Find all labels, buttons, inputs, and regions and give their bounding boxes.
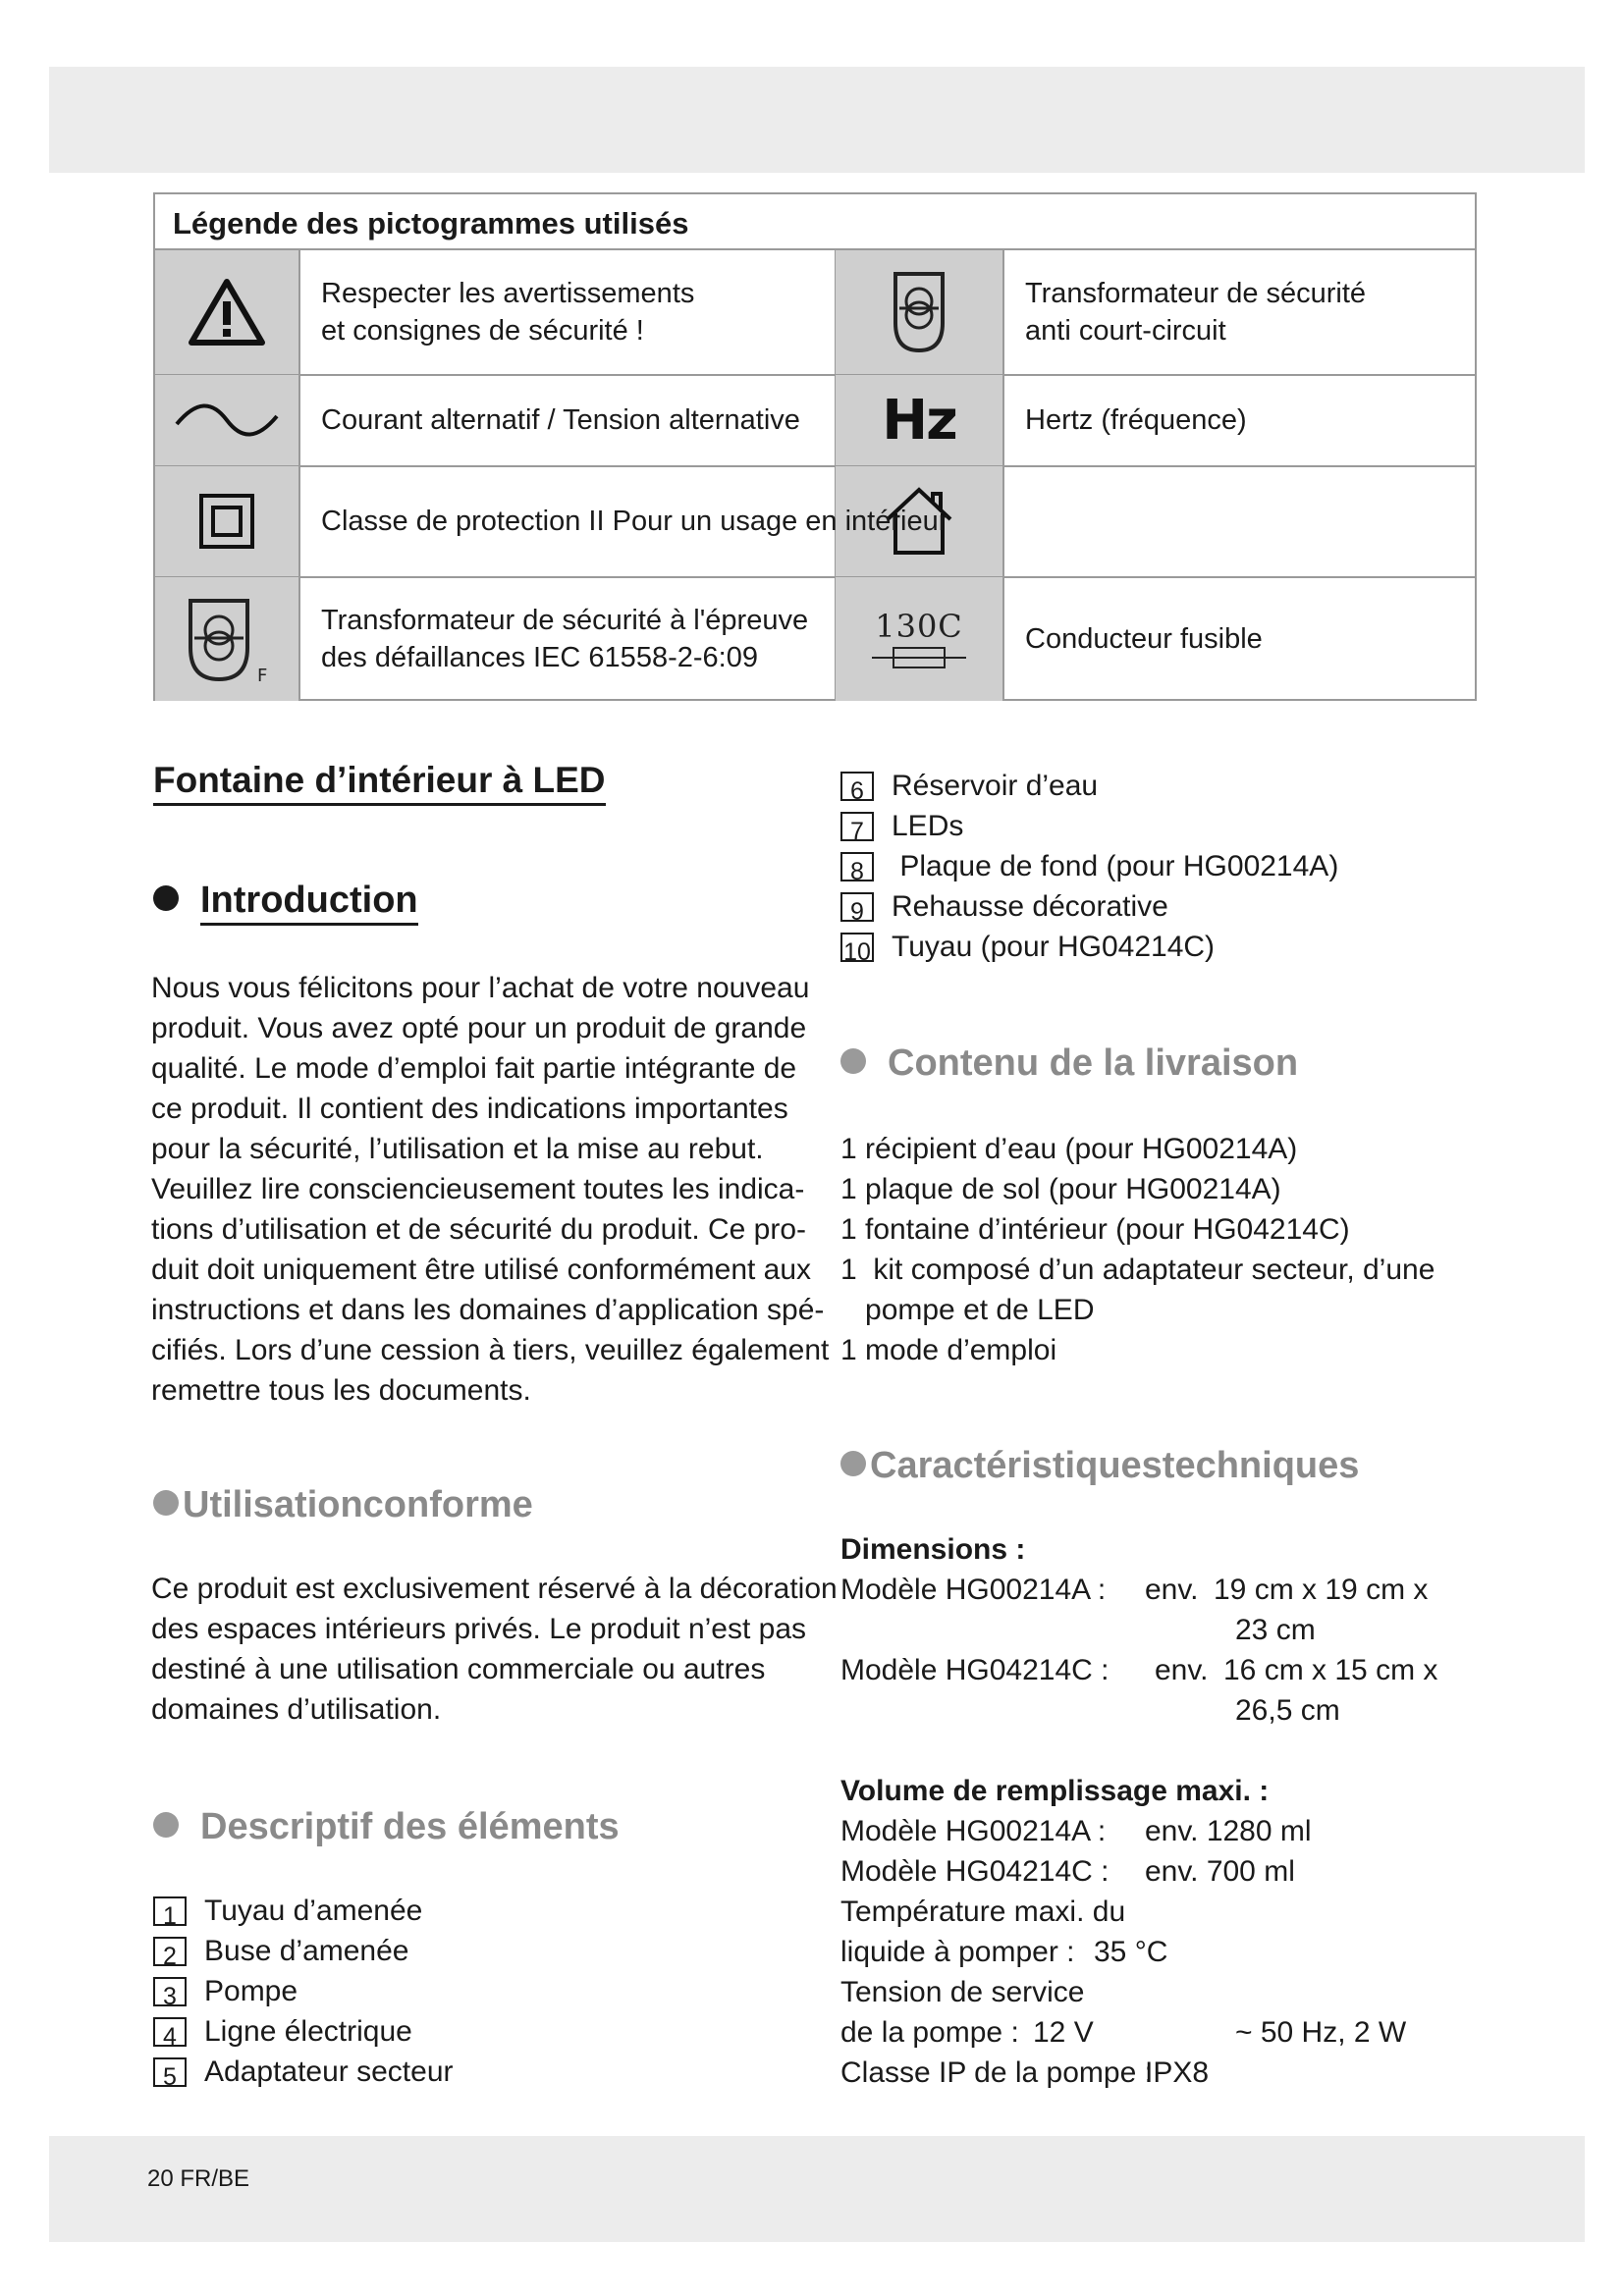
- spec-model: Modèle HG04214C :: [840, 1855, 1110, 1888]
- legend-text-ac: Courant alternatif / Tension alternative: [321, 404, 800, 436]
- descriptif-heading: Descriptif des éléments: [153, 1806, 620, 1848]
- spec-value: 16 cm x 15 cm x: [1223, 1654, 1438, 1686]
- spec-value: 26,5 cm: [1235, 1694, 1340, 1727]
- list-item: 6 Réservoir d’eau: [840, 766, 1338, 806]
- spec-label: Température maxi. du: [840, 1896, 1126, 1928]
- legend-text-protection-class: Classe de protection II Pour un usage en intérieur: [321, 506, 948, 537]
- dimensions-label: Dimensions :: [840, 1533, 1026, 1566]
- spec-value: 35 °C: [1094, 1936, 1168, 1968]
- page-title: Fontaine d’intérieur à LED: [153, 760, 606, 806]
- alternating-current-icon: [155, 375, 298, 465]
- spec-env: env.: [1155, 1654, 1209, 1686]
- spec-model: Modèle HG04214C :: [840, 1654, 1110, 1686]
- fail-safe-transformer-icon: [155, 577, 298, 701]
- list-item: 4 Ligne électrique: [153, 2011, 454, 2052]
- legend-text-short-circuit: Transformateur de sécurité anti court-circuit: [1025, 278, 1367, 347]
- utilisation-text: Ce produit est exclusivement réservé à la décoration des espaces intérieurs privés. Le produit n’est pas destiné à une utilisation commerciale ou autres domaines d’utilisation.: [151, 1573, 838, 1726]
- svg-text:F: F: [257, 666, 268, 685]
- legend-empty-cell: [1003, 466, 1477, 576]
- parts-list-left: [153, 1891, 454, 2092]
- list-item: 3 Pompe: [153, 1971, 454, 2011]
- header-band: [49, 67, 1585, 173]
- pictogram-legend-table: [153, 192, 1477, 701]
- spec-value: 19 cm x 19 cm x: [1214, 1574, 1429, 1606]
- spec-model: Modèle HG00214A :: [840, 1815, 1107, 1847]
- introduction-text: Nous vous félicitons pour l’achat de votre nouveau produit. Vous avez opté pour un produit de grande qualité. Le mode d’emploi fait partie intégrante de ce produit. Il contient des indications importantes pour la sécurité, l’utilisation et la mise au rebut. Veuillez lire consciencieusement toutes les indica- tions d’utilisation et de sécurité du produit. Ce pro- duit doit uniquement être utilisé conformément aux instructions et dans les domaines d’application spé- cifiés. Lors d’une cession à tiers, veuillez également remettre tous les documents.: [151, 972, 830, 1407]
- fuse-icon: 130C: [836, 577, 1002, 701]
- technical-specs: [840, 1529, 1469, 2118]
- list-item: 5 Adaptateur secteur: [153, 2052, 454, 2092]
- spec-value: env. 1280 ml: [1145, 1815, 1312, 1847]
- spec-label: Classe IP de la pompe :: [840, 2056, 1153, 2089]
- contenu-text: 1 récipient d’eau (pour HG00214A) 1 plaque de sol (pour HG00214A) 1 fontaine d’intérieur (pour HG04214C) 1 kit composé d’un adaptateur secteur, d’une pompe et de LED 1 mode d’emploi: [840, 1133, 1435, 1366]
- bullet-icon: [840, 1048, 866, 1074]
- short-circuit-proof-transformer-icon: [836, 250, 1002, 374]
- list-item: 9 Rehausse décorative: [840, 886, 1338, 927]
- bullet-icon: [153, 1812, 179, 1838]
- list-item: 8 Plaque de fond (pour HG00214A): [840, 846, 1338, 886]
- warning-triangle-icon: [155, 250, 298, 374]
- hertz-icon: Hz: [836, 375, 1002, 465]
- parts-list-right: [840, 766, 1338, 967]
- list-item: 10 Tuyau (pour HG04214C): [840, 927, 1338, 967]
- spec-value: env. 700 ml: [1145, 1855, 1295, 1888]
- spec-model: Modèle HG00214A :: [840, 1574, 1107, 1606]
- legend-text-hertz: Hertz (fréquence): [1025, 404, 1247, 436]
- list-item: 2 Buse d’amenée: [153, 1931, 454, 1971]
- legend-title: Légende des pictogrammes utilisés: [155, 194, 1475, 250]
- caracteristiques-heading: Caractéristiquestechniques: [840, 1445, 1359, 1487]
- list-item: 7 LEDs: [840, 806, 1338, 846]
- spec-value: ~ 50 Hz, 2 W: [1235, 2016, 1407, 2049]
- legend-text-warning: Respecter les avertissements et consignes de sécurité !: [321, 278, 695, 347]
- spec-label: liquide à pomper :: [840, 1936, 1075, 1968]
- spec-value: 23 cm: [1235, 1614, 1316, 1646]
- volume-label: Volume de remplissage maxi. :: [840, 1775, 1270, 1807]
- protection-class-ii-icon: [155, 466, 298, 576]
- introduction-heading: Introduction: [153, 880, 418, 922]
- contenu-heading: Contenu de la livraison: [840, 1042, 1298, 1085]
- spec-label: de la pompe :: [840, 2016, 1019, 2049]
- footer-band: [49, 2136, 1585, 2242]
- utilisation-heading: Utilisationconforme: [153, 1484, 533, 1526]
- page-number: 20 FR/BE: [147, 2165, 250, 2192]
- list-item: 1 Tuyau d’amenée: [153, 1891, 454, 1931]
- bullet-icon: [153, 1490, 179, 1516]
- legend-text-fail-safe: Transformateur de sécurité à l'épreuve des défaillances IEC 61558-2-6:09: [321, 605, 809, 673]
- spec-env: env.: [1145, 1574, 1199, 1606]
- spec-value: IPX8: [1145, 2056, 1210, 2089]
- spec-value: 12 V: [1033, 2016, 1094, 2049]
- bullet-icon: [840, 1451, 866, 1476]
- spec-label: Tension de service: [840, 1976, 1085, 2008]
- legend-text-fuse: Conducteur fusible: [1025, 623, 1263, 655]
- bullet-icon: [153, 885, 179, 911]
